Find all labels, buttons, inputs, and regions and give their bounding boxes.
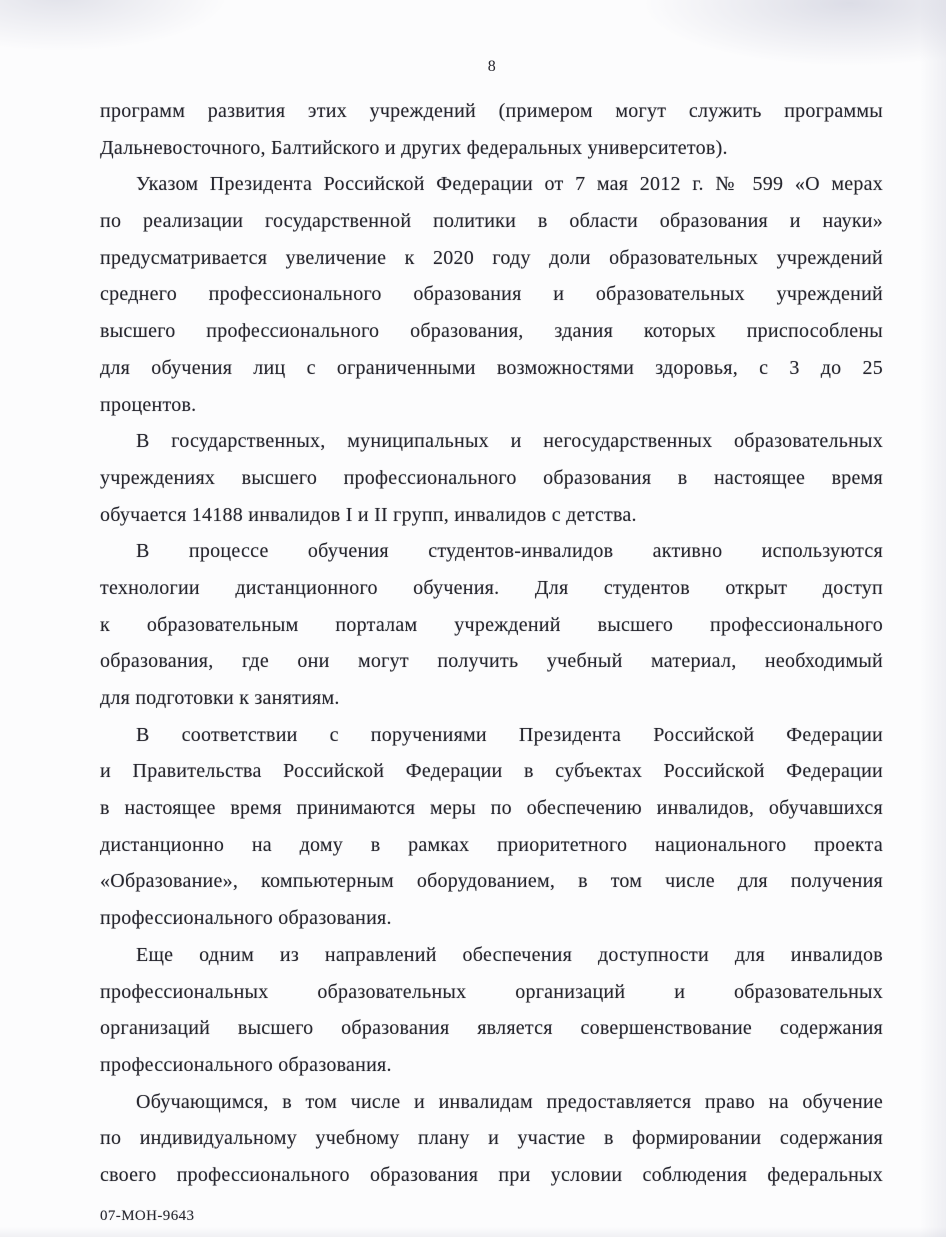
paragraph [100,533,883,716]
text-line: «Образование», компьютерным оборудованием, в том числе для получения [100,870,883,893]
paragraph [100,93,883,166]
text-line: Обучающимся, в том числе и инвалидам предоставляется право на обучение [136,1090,883,1113]
paragraph [100,166,883,423]
text-line: по индивидуальному учебному плану и участие в формировании содержания [100,1127,883,1150]
text-line: В государственных, муниципальных и негосударственных образовательных [136,430,883,453]
text-line: технологии дистанционного обучения. Для студентов открыт доступ [100,576,883,599]
scan-artifact-top-left [0,0,230,52]
text-line: дистанционно на дому в рамках приоритетного национального проекта [100,833,883,856]
text-line: для подготовки к занятиям. [100,687,340,709]
paragraph [100,937,883,1084]
text-line: предусматривается увеличение к 2020 году доли образовательных учреждений [100,246,883,269]
scan-artifact-bottom-edge [0,1227,946,1237]
text-line: программ развития этих учреждений (примером могут служить программы [100,100,883,122]
text-line: в настоящее время принимаются меры по обеспечению инвалидов, обучавшихся [100,797,883,820]
text-line: для обучения лиц с ограниченными возможностями здоровья, с 3 до 25 [100,356,883,379]
text-line: профессионального образования. [100,1053,392,1076]
document-registration-code: 07-МОН-9643 [100,1208,195,1224]
text-line: организаций высшего образования является совершенствование содержания [100,1017,883,1040]
paragraph [100,1084,883,1194]
text-line: В процессе обучения студентов-инвалидов активно используются [136,540,883,563]
document-body [100,93,883,1194]
text-line: к образовательным порталам учреждений высшего профессионального [100,613,883,636]
text-line: своего профессионального образования при условии соблюдения федеральных [100,1163,883,1186]
text-line: по реализации государственной политики в области образования и науки» [100,210,883,233]
text-line: образования, где они могут получить учебный материал, необходимый [100,650,883,673]
text-line: профессиональных образовательных организаций и образовательных [100,980,883,1003]
text-line: Дальневосточного, Балтийского и других федеральных университетов). [100,136,728,159]
text-line: высшего профессионального образования, здания которых приспособлены [100,320,883,343]
text-line: В соответствии с поручениями Президента Российской Федерации [136,723,883,746]
text-line: среднего профессионального образования и образовательных учреждений [100,283,883,306]
text-line: Еще одним из направлений обеспечения доступности для инвалидов [136,943,883,966]
text-line: профессионального образования. [100,907,392,930]
text-line: процентов. [100,393,197,416]
text-line: и Правительства Российской Федерации в субъектах Российской Федерации [100,760,883,783]
scan-artifact-top-right [646,0,946,65]
paragraph [100,717,883,937]
page-number: 8 [487,58,497,75]
text-line: учреждениях высшего профессионального образования в настоящее время [100,466,883,489]
text-line: обучается 14188 инвалидов I и II групп, инвалидов с детства. [100,503,637,526]
text-line: Указом Президента Российской Федерации от 7 мая 2012 г. № 599 «О мерах [136,173,883,196]
paragraph [100,423,883,533]
scan-artifact-right-edge [920,0,946,1237]
